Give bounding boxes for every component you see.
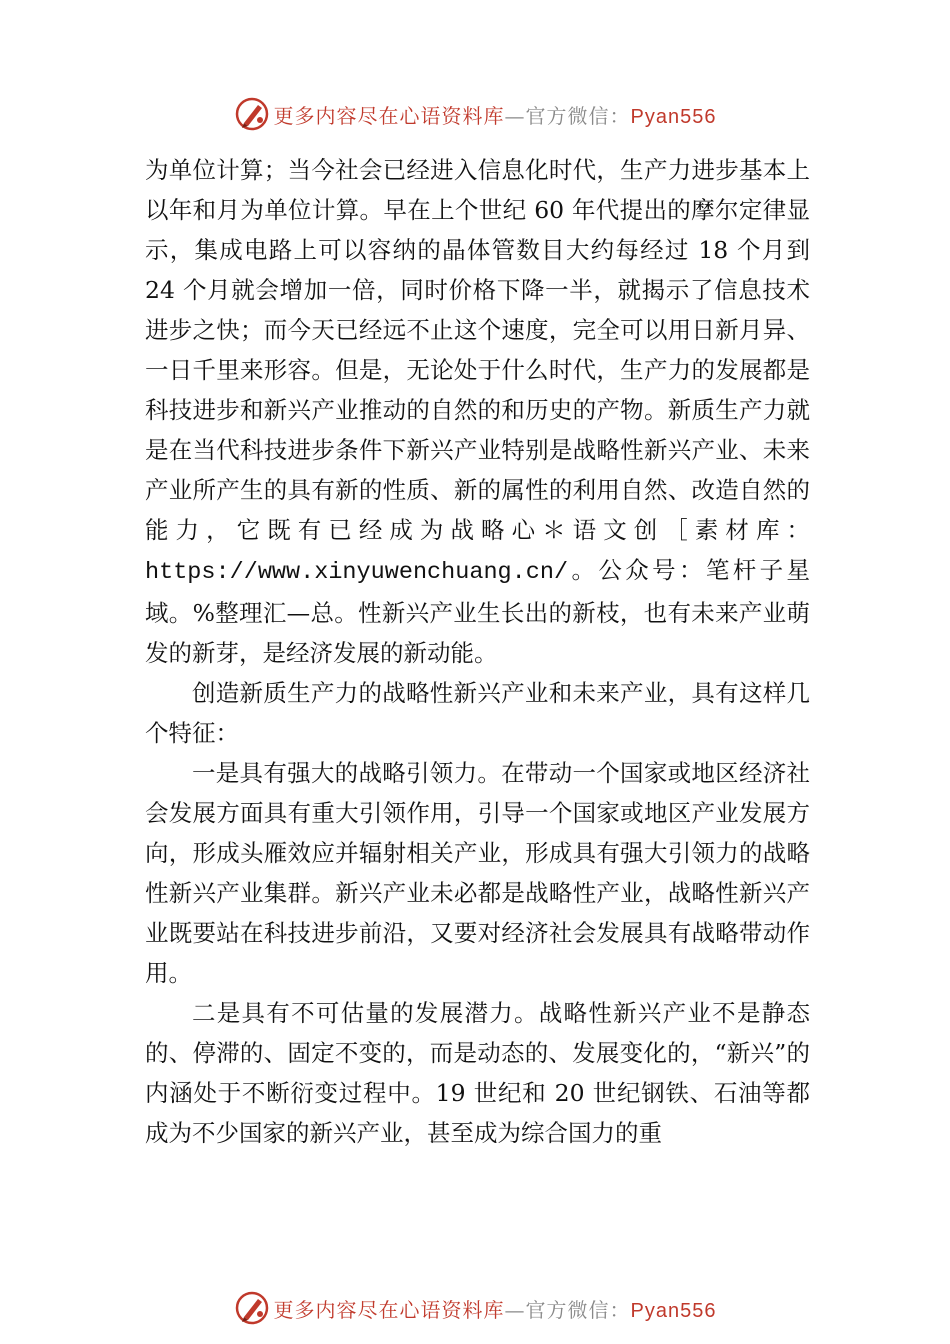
footer-text xyxy=(274,1294,717,1323)
header-banner[interactable] xyxy=(0,92,950,136)
paragraph-1-url[interactable]: https://www.xinyuwenchuang.cn/ xyxy=(145,559,569,586)
footer-banner[interactable] xyxy=(0,1286,950,1330)
pen-logo-icon xyxy=(234,96,270,132)
paragraph-2: 创造新质生产力的战略性新兴产业和未来产业，具有这样几个特征： xyxy=(145,679,810,747)
document-body xyxy=(145,150,810,1153)
header-text xyxy=(274,100,717,129)
paragraph-4: 二是具有不可估量的发展潜力。战略性新兴产业不是静态的、停滞的、固定不变的，而是动态的、发展变化的，“新兴”的内涵处于不断衍变过程中。19 世纪和 20 世纪钢铁、石油等都成为不少国家的新兴产业，甚至成为综合国力的重 xyxy=(145,999,810,1147)
footer-wechat-label: 官方微信： xyxy=(525,1297,631,1322)
footer-wechat-id: Pyan556 xyxy=(630,1299,717,1322)
header-wechat-id: Pyan556 xyxy=(630,105,717,128)
header-wechat-label: 官方微信： xyxy=(525,103,631,128)
footer-dash: — xyxy=(504,1297,526,1322)
paragraph-1-text-a: 为单位计算；当今社会已经进入信息化时代，生产力进步基本上以年和月为单位计算。早在上个世纪 60 年代提出的摩尔定律显示，集成电路上可以容纳的晶体管数目大约每经过 18 个月到 24 个月就会增加一倍，同时价格下降一半，就揭示了信息技术进步之快；而今天已经远不止这个速度，完全可以用日新月异、一日千里来形容。但是，无论处于什么时代，生产力的发展都是科技进步和新兴产业推动的自然的和历史的产物。新质生产力就是在当代科技进步条件下新兴产业特别是战略性新兴产业、未来产业所产生的具有新的性质、新的属性的利用自然、改造自然的能力，它既有已经成为战略心＊语文创［素材库： xyxy=(145,156,810,544)
pen-logo-icon xyxy=(234,1290,270,1326)
paragraph-1-text-b: 。公众号：笔杆子星域。%整理汇—总。性新兴产业生长出的新枝，也有未来产业萌发的新芽，是经济发展的新动能。 xyxy=(145,556,810,667)
footer-red-text: 更多内容尽在心语资料库 xyxy=(273,1297,505,1322)
paragraph-3: 一是具有强大的战略引领力。在带动一个国家或地区经济社会发展方面具有重大引领作用，引导一个国家或地区产业发展方向，形成头雁效应并辐射相关产业，形成具有强大引领力的战略性新兴产业集群。新兴产业未必都是战略性产业，战略性新兴产业既要站在科技进步前沿，又要对经济社会发展具有战略带动作用。 xyxy=(145,759,810,987)
header-red-text: 更多内容尽在心语资料库 xyxy=(273,103,505,128)
paragraph-1 xyxy=(145,150,810,673)
header-dash: — xyxy=(504,103,526,128)
